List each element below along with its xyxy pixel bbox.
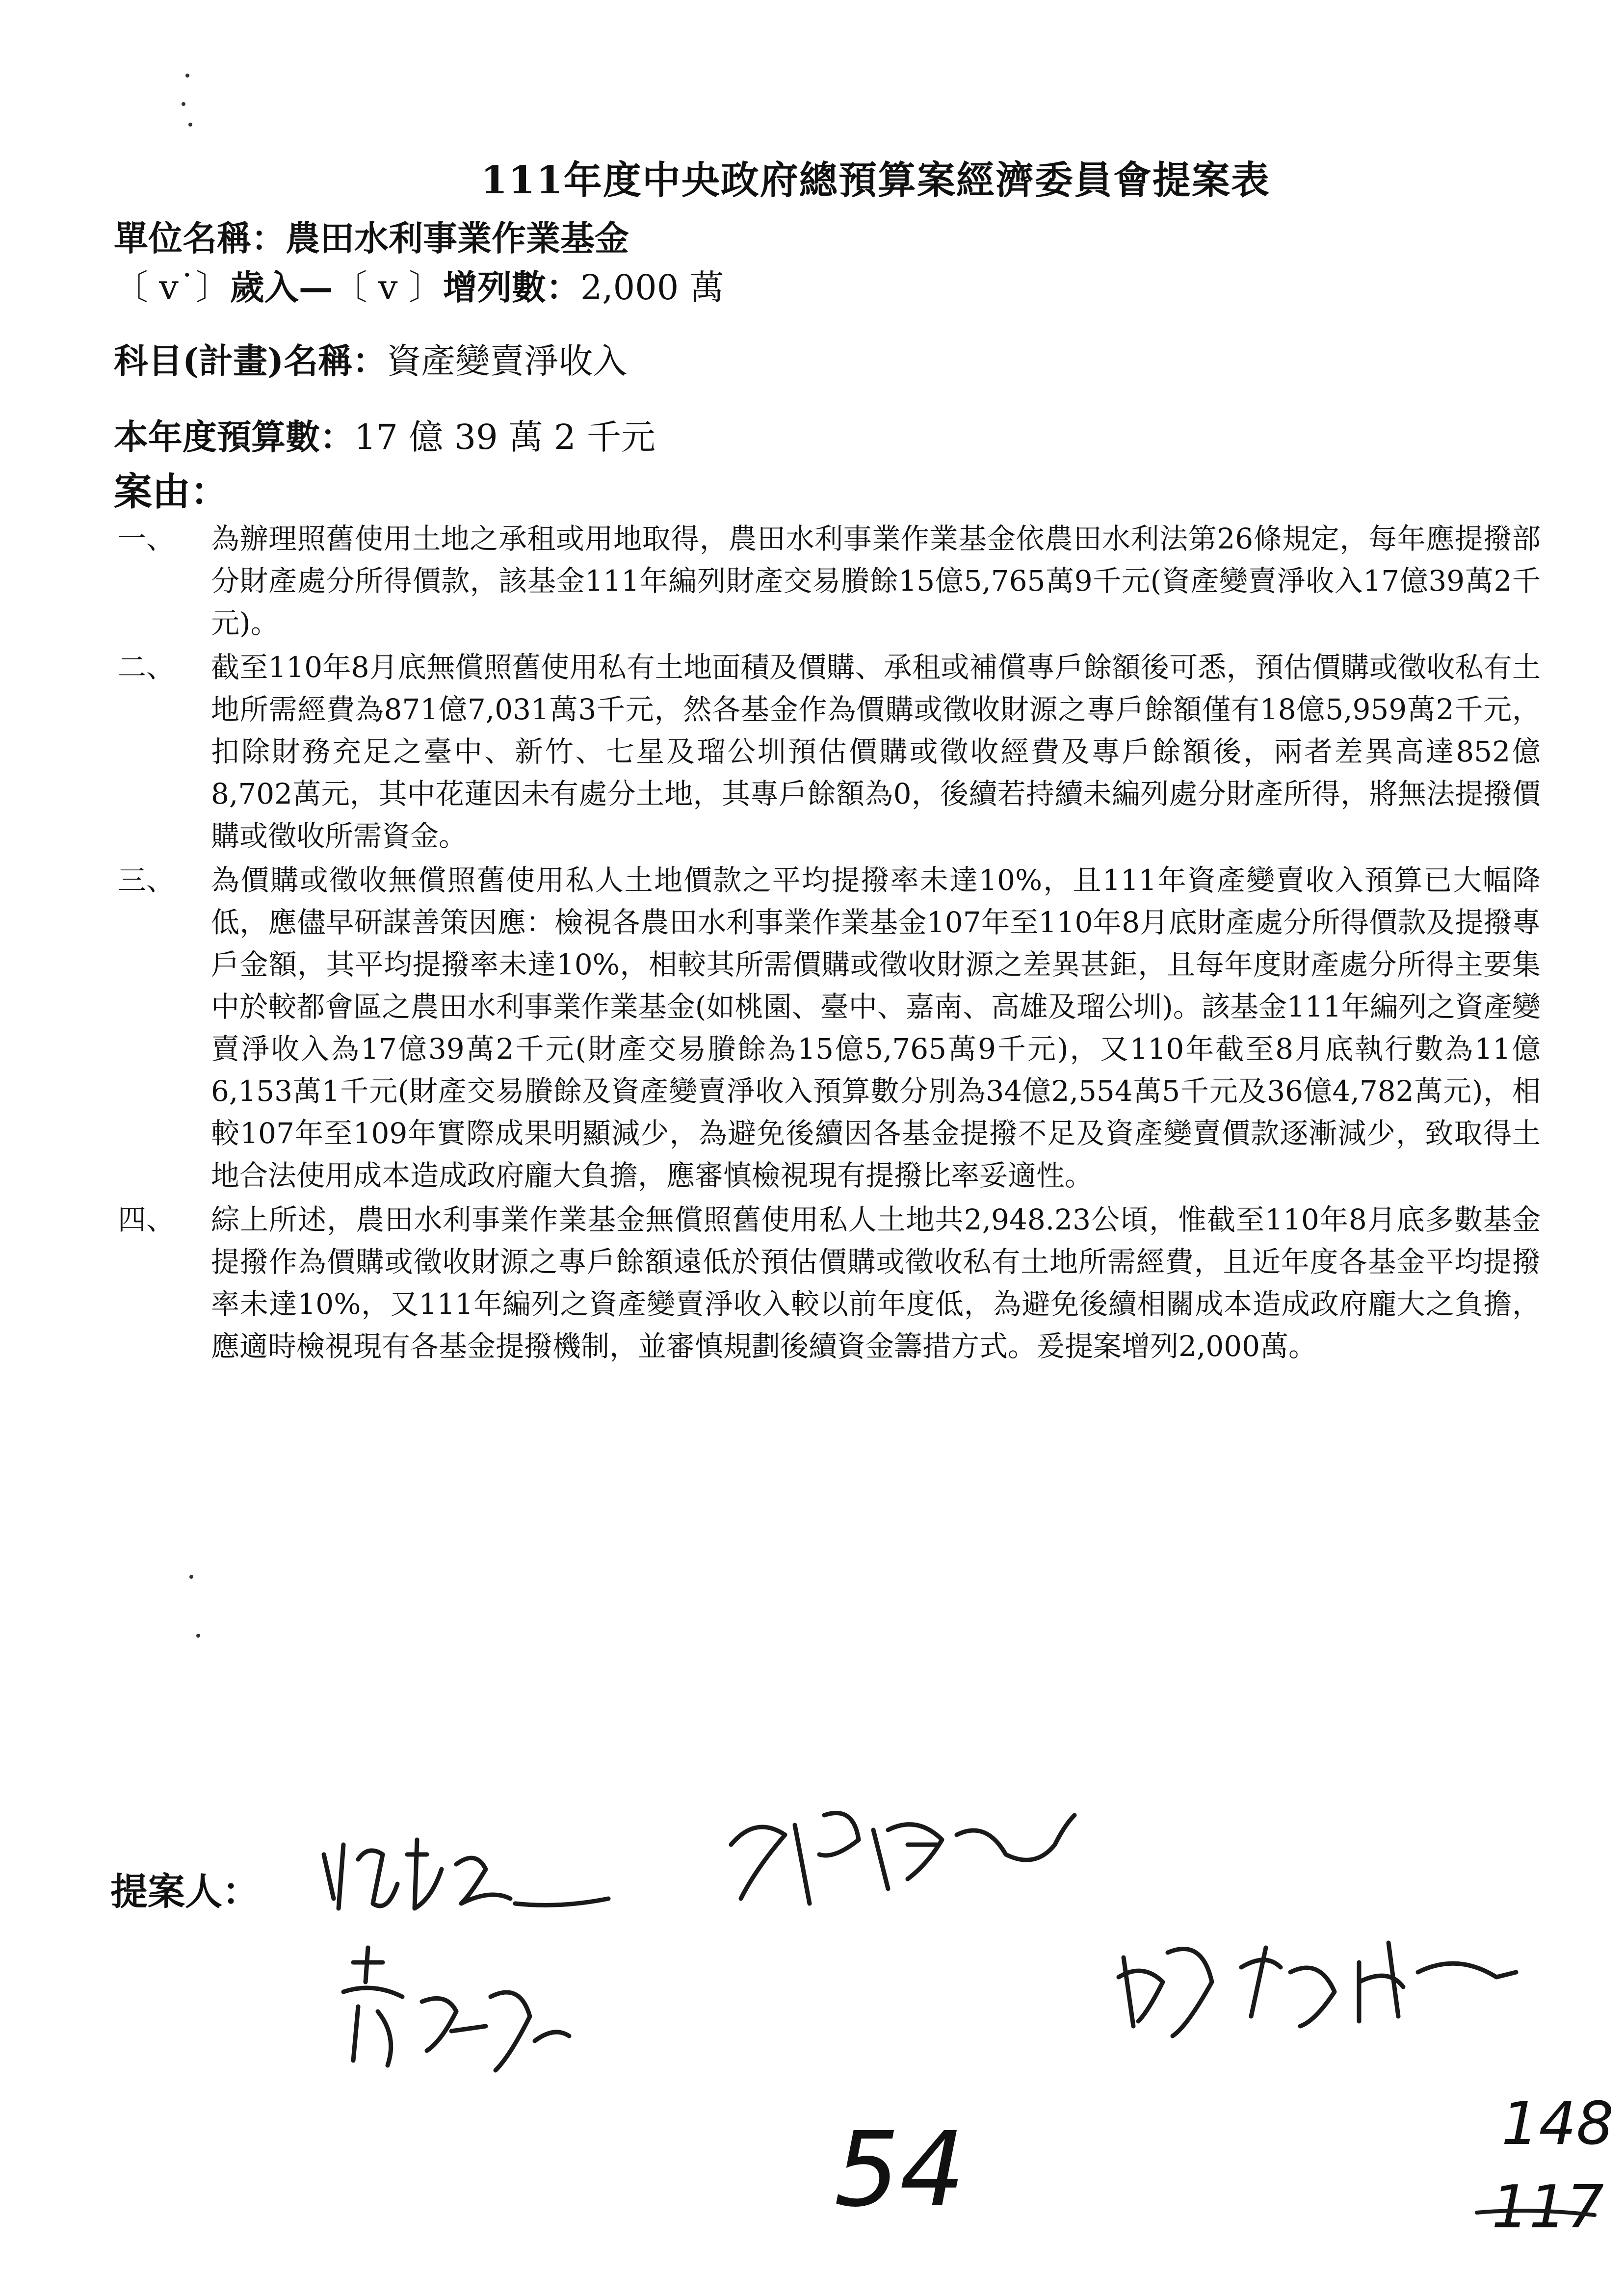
proposer-label: 提案人： <box>110 1870 260 1913</box>
scan-speck <box>185 74 189 78</box>
scan-speck <box>188 123 192 127</box>
reason-list <box>118 518 1541 1369</box>
revenue-label: 歲入— <box>230 267 333 308</box>
page-number: 54 <box>834 2110 966 2230</box>
reason-item-number: 一、 <box>118 522 175 555</box>
increase-amount: 2,000 萬 <box>580 267 724 308</box>
scan-speck <box>182 102 185 106</box>
reason-item-text: 為價購或徵收無償照舊使用私人土地價款之平均提撥率未達10%，且111年資產變賣收入預算已大幅降低，應儘早研謀善策因應：檢視各農田水利事業作業基金107年至110年8月底財產處分所得價款及提撥專戶金額，其平均提撥率未達10%，相較其所需價購或徵收財源之差異甚鉅，且每年度財產處分所得主要集中於較都會區之農田水利事業作業基金(如桃園、臺中、嘉南、高雄及瑠公圳)。該基金111年編列之資產變賣淨收入為17億39萬2千元(財產交易賸餘為15億5,765萬9千元)，又110年截至8月底執行數為11億6,153萬1千元(財產交易賸餘及資產變賣淨收入預算數分別為34億2,554萬5千元及36億4,782萬元)，相較107年至109年實際成果明顯減少，為避免後續因各基金提撥不足及資產變賣價款逐漸減少，致取得土地合法使用成本造成政府龐大負擔，應審慎檢視現有提撥比率妥適性。 <box>211 863 1541 1192</box>
reason-item <box>118 859 1541 1197</box>
signature-2 <box>711 1786 1084 1923</box>
margin-number-new: 148 <box>1501 2090 1614 2158</box>
reason-item-text: 為辦理照舊使用土地之承租或用地取得，農田水利事業作業基金依農田水利法第26條規定，每年應提撥部分財產處分所得價款，該基金111年編列財產交易賸餘15億5,765萬9千元(資產變賣淨收入17億39萬2千元)。 <box>211 522 1541 640</box>
scan-speck <box>196 1634 200 1638</box>
unit-name-value: 農田水利事業作業基金 <box>286 218 629 259</box>
scan-speck <box>189 1575 193 1579</box>
document-title: 111年度中央政府總預算案經濟委員會提案表 <box>481 158 1270 203</box>
strikethrough-line <box>1472 2193 1599 2232</box>
signature-3 <box>324 1943 599 2085</box>
reason-item <box>118 518 1541 644</box>
reason-item <box>118 646 1541 857</box>
increase-checkbox-mark: 〔 v 〕 <box>333 267 443 308</box>
margin-number-old: 117 <box>1492 2173 1604 2242</box>
budget-value: 17 億 39 萬 2 千元 <box>354 417 655 457</box>
signature-1 <box>314 1825 618 1933</box>
reason-item-text: 截至110年8月底無償照舊使用私有土地面積及價購、承租或補償專戶餘額後可悉，預估價購或徵收私有土地所需經費為871億7,031萬3千元，然各基金作為價購或徵收財源之專戶餘額僅有18億5,959萬2千元，扣除財務充足之臺中、新竹、七星及瑠公圳預估價購或徵收經費及專戶餘額後，兩者差異高達852億8,702萬元，其中花蓮因未有處分土地，其專戶餘額為0，後續若持續未編列處分財產所得，將無法提撥價購或徵收所需資金。 <box>211 651 1541 853</box>
revenue-type-field <box>114 260 724 310</box>
reason-item-number: 三、 <box>118 863 175 897</box>
subject-label: 科目(計畫)名稱： <box>114 340 387 381</box>
reason-item-text: 綜上所述，農田水利事業作業基金無償照舊使用私人土地共2,948.23公頃，惟截至110年8月底多數基金提撥作為價購或徵收財源之專戶餘額遠低於預估價購或徵收私有土地所需經費，且近年度各基金平均提撥率未達10%，又111年編列之資產變賣淨收入較以前年度低，為避免後續相關成本造成政府龐大之負擔，應適時檢視現有各基金提撥機制，並審慎規劃後續資金籌措方式。爰提案增列2,000萬。 <box>211 1203 1541 1363</box>
reason-item-number: 四、 <box>118 1203 175 1236</box>
budget-field <box>114 410 655 459</box>
budget-label: 本年度預算數： <box>114 417 354 457</box>
reason-item-number: 二、 <box>118 651 175 684</box>
unit-name-label: 單位名稱： <box>114 218 286 259</box>
reason-heading: 案由： <box>114 470 229 514</box>
subject-field <box>114 334 627 383</box>
subject-value: 資產變賣淨收入 <box>387 341 628 381</box>
signature-4 <box>1104 1913 1526 2051</box>
increase-label: 增列數： <box>443 267 580 308</box>
revenue-checkbox-mark: 〔 v˙〕 <box>114 267 230 308</box>
reason-item <box>118 1199 1541 1367</box>
unit-name-field <box>114 211 629 261</box>
